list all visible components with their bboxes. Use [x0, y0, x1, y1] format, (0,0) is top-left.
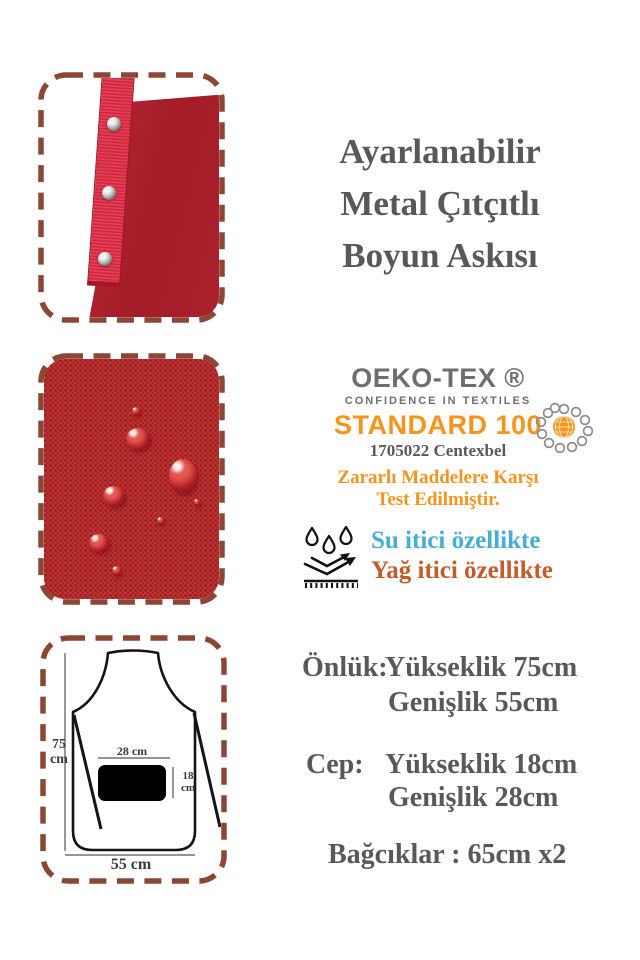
- license-number: 1705022 Centexbel: [369, 441, 507, 460]
- certification-block: [310, 363, 566, 511]
- oeko-tex-flower-icon: [531, 401, 597, 453]
- certification-note-line: Test Edilmiştir.: [376, 489, 500, 510]
- oeko-tex-logo-text: OEKO-TEX ®: [351, 363, 525, 393]
- product-title: [298, 126, 582, 282]
- apron-height-spec: Yükseklik 75cm: [385, 652, 578, 683]
- dashed-border: [38, 353, 225, 605]
- water-repellent-icon: [302, 525, 364, 589]
- apron-width-spec: Genişlik 55cm: [388, 687, 559, 718]
- oil-repellent-label: Yağ itici özellikte: [371, 557, 553, 584]
- pocket-width-dimension-label: 28 cm: [116, 744, 148, 758]
- dashed-border: [40, 635, 227, 884]
- water-repellent-label: Su itici özellikte: [371, 527, 541, 554]
- pocket-height-dimension-label: 18 cm: [180, 770, 196, 794]
- strap-photo-panel: [38, 72, 225, 323]
- ties-spec: Bağcıklar : 65cm x2: [328, 839, 567, 870]
- pocket-spec-label: Cep:: [306, 749, 364, 780]
- pocket-height-spec: Yükseklik 18cm: [385, 749, 578, 780]
- fabric-photo-panel: [38, 353, 225, 605]
- certification-note: [310, 467, 566, 511]
- pocket-width-spec: Genişlik 28cm: [388, 782, 559, 813]
- height-dimension-label: 75 cm: [50, 737, 68, 767]
- oeko-tex-subtitle: CONFIDENCE IN TEXTILES: [344, 395, 532, 407]
- apron-spec-label: Önlük:: [302, 652, 388, 683]
- title-line: Metal Çıtçıtlı: [340, 184, 540, 223]
- standard-100-label: STANDARD 100: [333, 410, 543, 440]
- title-line: Boyun Askısı: [342, 236, 538, 275]
- title-line: Ayarlanabilir: [339, 132, 541, 171]
- certification-note-line: Zararlı Maddelere Karşı: [337, 467, 539, 488]
- diagram-panel: [40, 635, 227, 884]
- width-dimension-label: 55 cm: [110, 856, 152, 873]
- dashed-border: [38, 72, 225, 323]
